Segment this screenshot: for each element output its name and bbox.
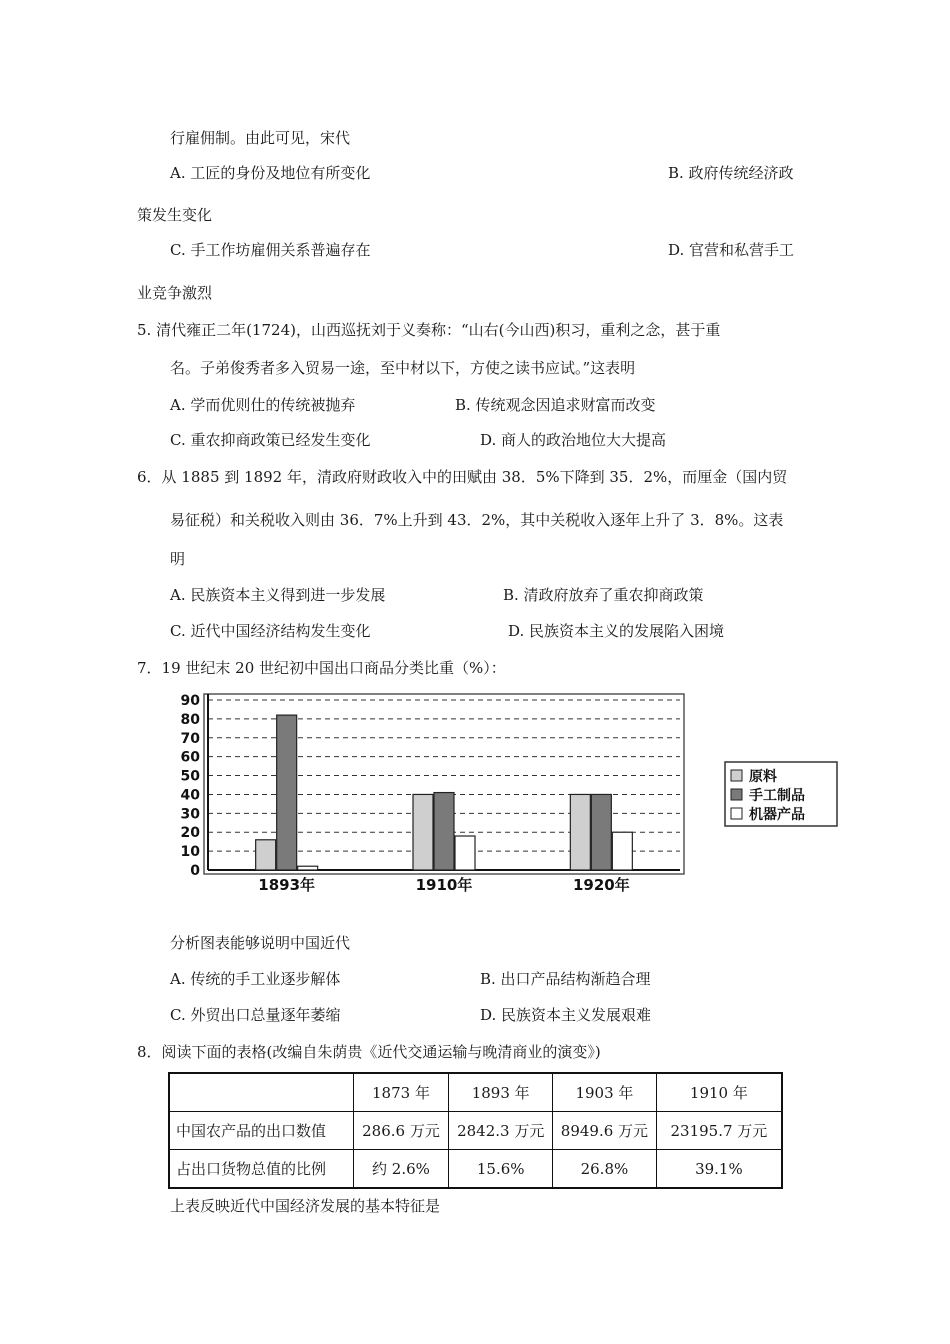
q4-stem-tail: 行雇佣制。由此可见，宋代 [170,129,351,147]
bar [413,794,433,870]
table-header-cell: 1903 年 [553,1073,657,1112]
table-header-cell [169,1073,353,1112]
q6-option-b[interactable]: B. 清政府放弃了重农抑商政策 [503,586,704,604]
y-tick-label: 20 [180,825,200,842]
q6-option-c[interactable]: C. 近代中国经济结构发生变化 [170,622,371,640]
y-tick-label: 10 [180,844,200,861]
q7-option-b[interactable]: B. 出口产品结构渐趋合理 [480,970,651,988]
table-row [169,1150,782,1189]
y-tick-label: 70 [180,730,200,747]
table-cell: 约 2.6% [353,1150,449,1189]
table-row [169,1112,782,1150]
table-cell: 39.1% [656,1150,782,1189]
legend-label: 原料 [749,769,777,785]
y-tick-label: 40 [180,787,200,804]
legend-label: 手工制品 [749,788,805,804]
bar [612,832,632,870]
bar [455,836,475,870]
q5-stem-line1: 5. 清代雍正二年(1724)，山西巡抚刘于义奏称：“山右(今山西)积习，重利之念，甚于重 [137,321,721,339]
q6-option-d[interactable]: D. 民族资本主义的发展陷入困境 [508,622,725,640]
q4-option-c[interactable]: C. 手工作坊雇佣关系普遍存在 [170,241,371,259]
q4-option-d-wrap: 业竞争激烈 [137,284,213,302]
bar [298,866,318,870]
export-category-chart [170,686,850,896]
q7-option-c[interactable]: C. 外贸出口总量逐年萎缩 [170,1006,341,1024]
bar [570,794,590,870]
bar [591,794,611,870]
y-tick-label: 30 [180,806,200,823]
table-cell: 286.6 万元 [353,1112,449,1150]
q5-option-b[interactable]: B. 传统观念因追求财富而改变 [455,396,656,414]
y-tick-label: 0 [190,863,200,879]
table-cell: 15.6% [449,1150,553,1189]
table-header-cell: 1893 年 [449,1073,553,1112]
table-cell: 2842.3 万元 [449,1112,553,1150]
table-cell: 8949.6 万元 [553,1112,657,1150]
y-tick-label: 80 [180,711,200,728]
x-tick-label: 1920年 [572,876,630,894]
bar [256,840,276,870]
y-tick-label: 90 [180,693,200,709]
q8-question: 上表反映近代中国经济发展的基本特征是 [170,1197,441,1215]
table-header-cell: 1910 年 [656,1073,782,1112]
y-tick-label: 50 [180,768,200,785]
q7-question: 分析图表能够说明中国近代 [170,934,351,952]
q5-option-c[interactable]: C. 重农抑商政策已经发生变化 [170,431,371,449]
table-header-cell: 1873 年 [353,1073,449,1112]
q4-option-a[interactable]: A. 工匠的身份及地位有所变化 [170,164,371,182]
q6-stem-line3: 明 [170,550,186,568]
q7-stem: 7．19 世纪末 20 世纪初中国出口商品分类比重（%）： [137,659,506,677]
legend-swatch [731,808,742,819]
table-cell: 23195.7 万元 [656,1112,782,1150]
legend-swatch [731,789,742,800]
bar [434,793,454,870]
q6-stem-line1: 6．从 1885 到 1892 年，清政府财政收入中的田赋由 38．5%下降到 35．2%，而厘金（国内贸 [137,468,788,486]
q6-option-a[interactable]: A. 民族资本主义得到进一步发展 [170,586,386,604]
q4-option-d[interactable]: D. 官营和私营手工 [668,241,795,259]
export-data-table [168,1072,783,1189]
table-header-row [169,1073,782,1112]
q7-option-d[interactable]: D. 民族资本主义发展艰难 [480,1006,652,1024]
q5-option-a[interactable]: A. 学而优则仕的传统被抛弃 [170,396,356,414]
table-cell: 26.8% [553,1150,657,1189]
q4-option-b[interactable]: B. 政府传统经济政 [668,164,794,182]
x-tick-label: 1910年 [415,876,473,894]
q5-option-d[interactable]: D. 商人的政治地位大大提高 [480,431,667,449]
q6-stem-line2: 易征税）和关税收入则由 36．7%上升到 43．2%，其中关税收入逐年上升了 3．8%。这表 [170,511,784,529]
bar [277,715,297,870]
q4-option-b-wrap: 策发生变化 [137,206,213,224]
q8-stem: 8．阅读下面的表格(改编自朱荫贵《近代交通运输与晚清商业的演变》) [137,1043,601,1061]
q7-option-a[interactable]: A. 传统的手工业逐步解体 [170,970,341,988]
y-tick-label: 60 [180,749,200,766]
q5-stem-line2: 名。子弟俊秀者多入贸易一途，至中材以下，方使之读书应试。”这表明 [170,359,636,377]
table-row-label: 中国农产品的出口数值 [169,1112,353,1150]
x-tick-label: 1893年 [258,876,316,894]
table-row-label: 占出口货物总值的比例 [169,1150,353,1189]
legend-swatch [731,770,742,781]
legend-label: 机器产品 [749,807,805,823]
